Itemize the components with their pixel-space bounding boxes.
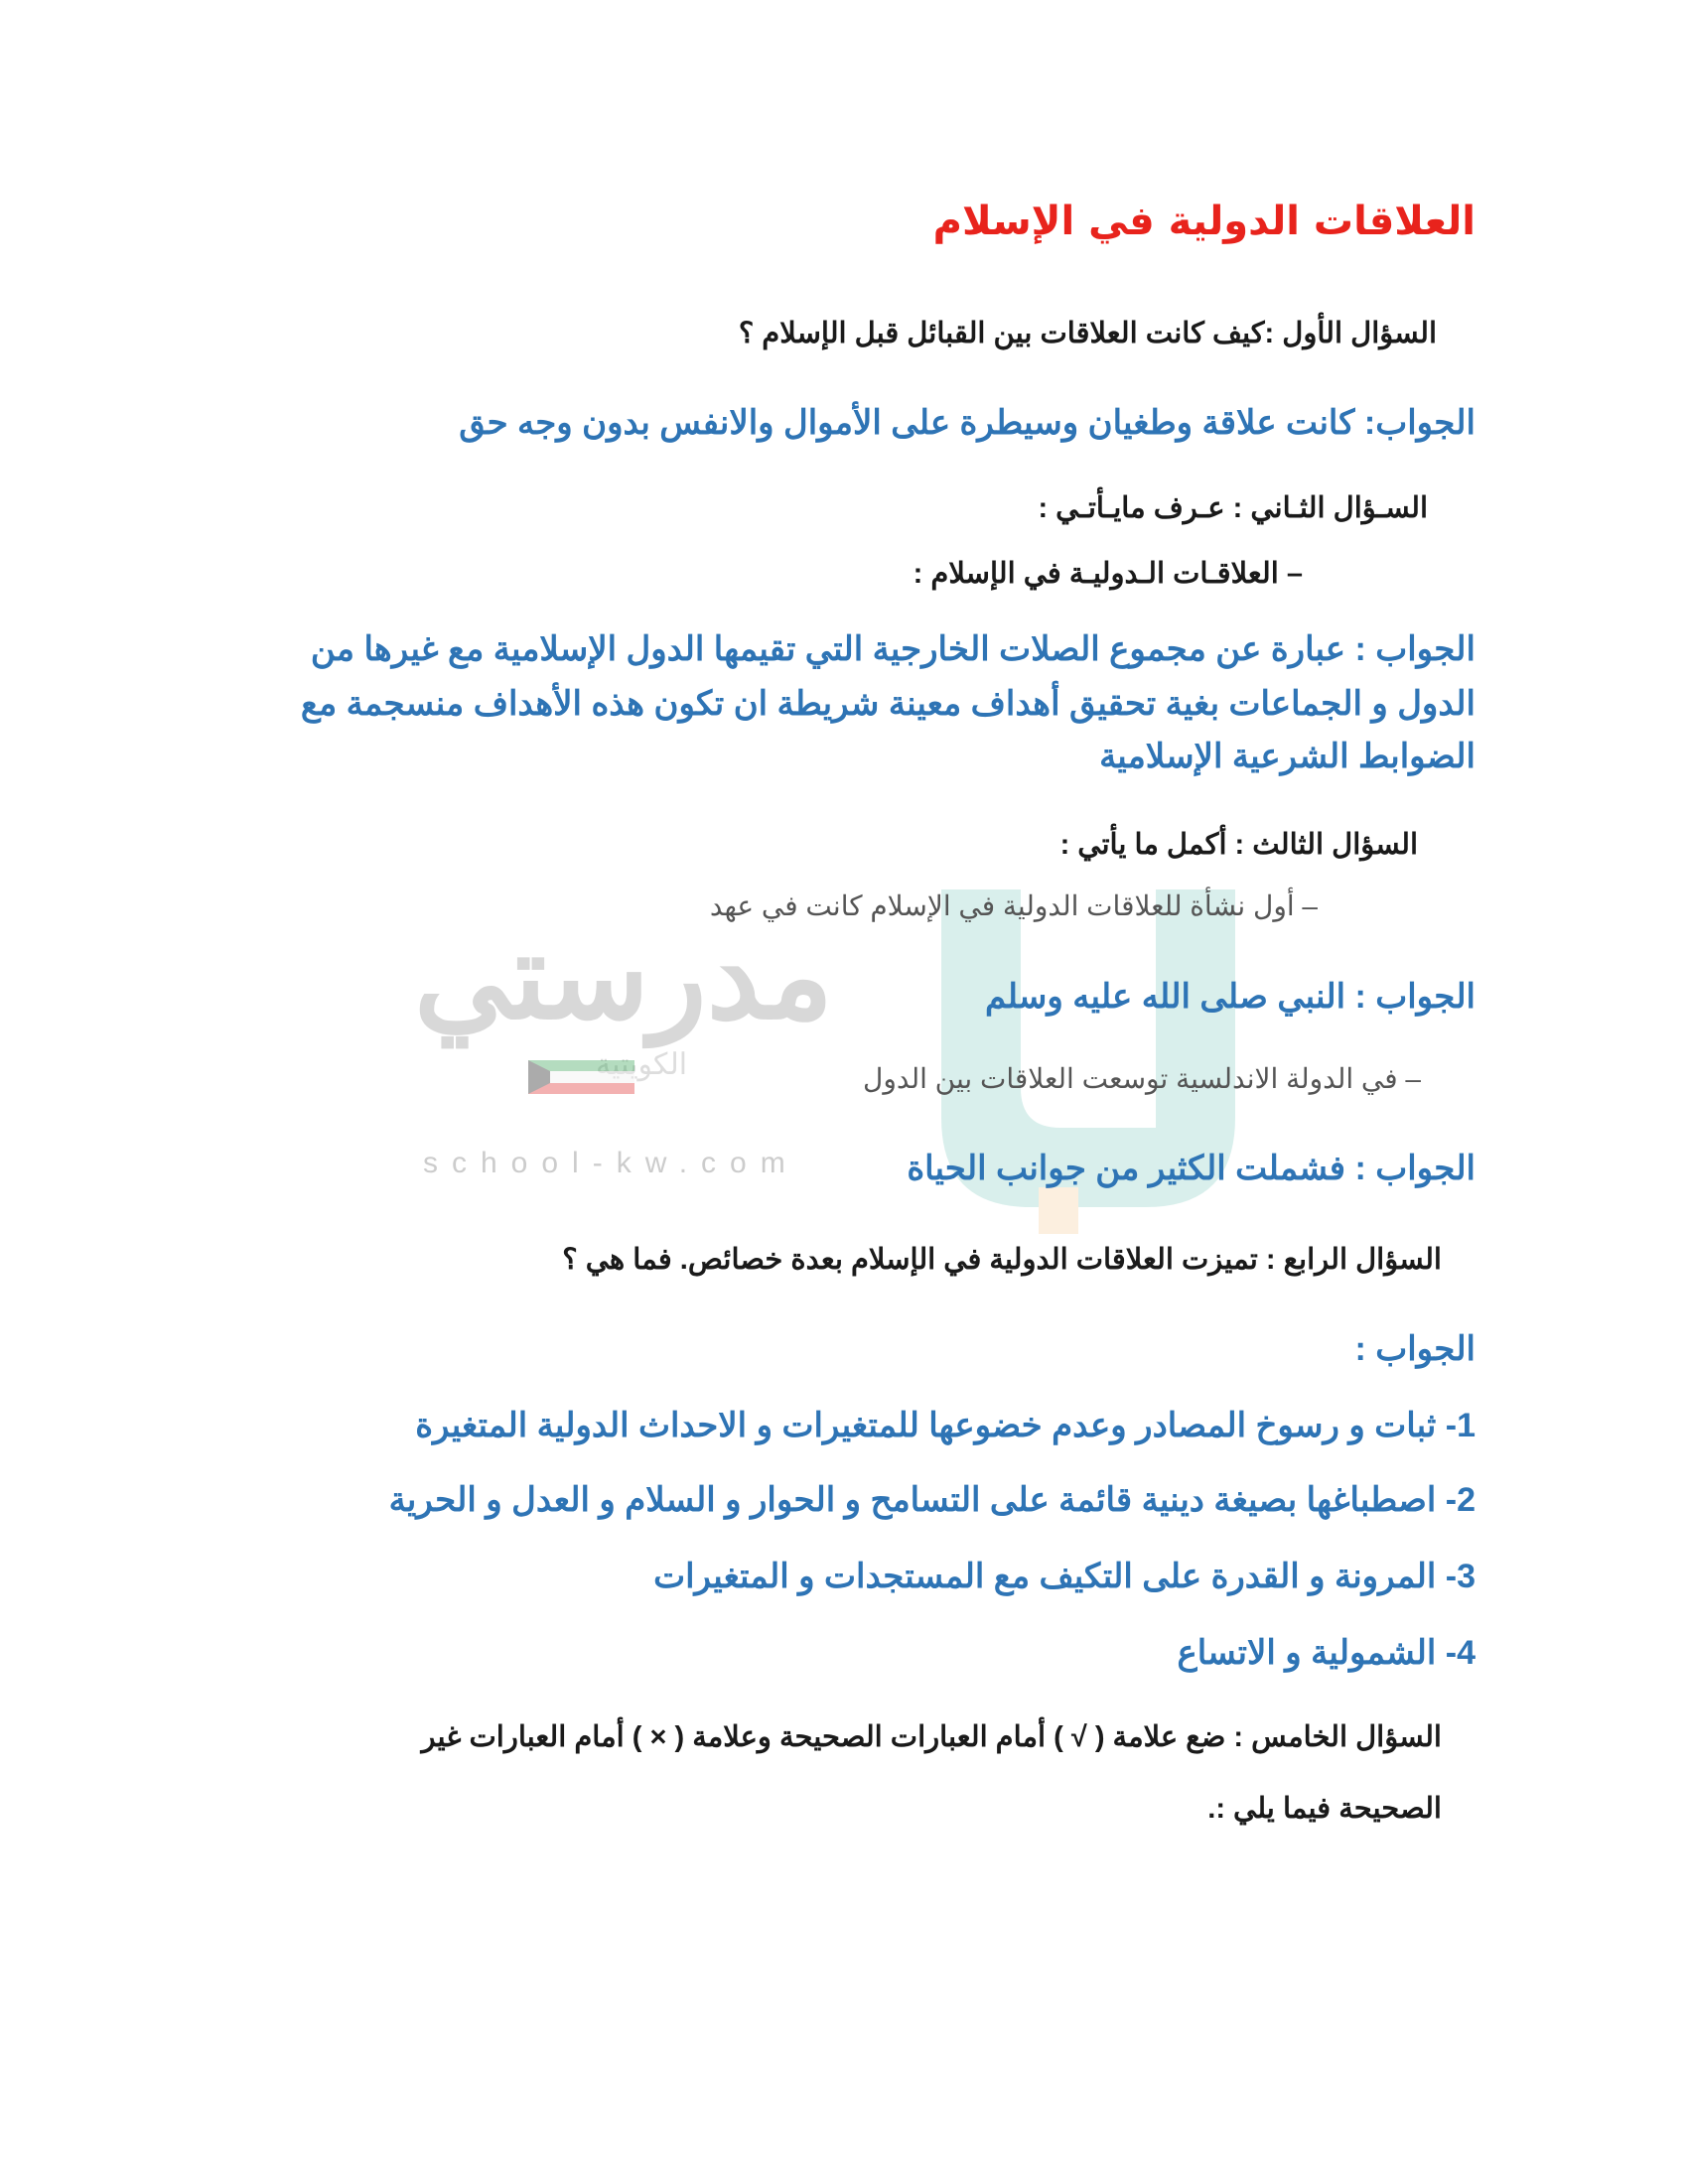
answer-3-1: الجواب : النبي صلى الله عليه وسلم [984, 978, 1476, 1016]
answer-4-item-2: 2- اصطباغها بصيغة دينية قائمة على التسامح و الحوار و السلام و العدل و الحرية [388, 1481, 1476, 1519]
question-1: السؤال الأول :كيف كانت العلاقات بين القبائل قبل الإسلام ؟ [738, 318, 1437, 349]
answer-2-line-1: الجواب : عبارة عن مجموع الصلات الخارجية التي تقيمها الدول الإسلامية مع غيرها من [310, 630, 1476, 668]
answer-2-line-2: الدول و الجماعات بغية تحقيق أهداف معينة شريطة ان تكون هذه الأهداف منسجمة مع [300, 685, 1476, 723]
kuwait-flag-icon [528, 1060, 634, 1094]
answer-1: الجواب: كانت علاقة وطغيان وسيطرة على الأموال والانفس بدون وجه حق [459, 404, 1476, 442]
answer-4-item-4: 4- الشمولية و الاتساع [1177, 1634, 1476, 1672]
watermark-url: school-kw.com [423, 1147, 799, 1179]
question-5-line-2: الصحيحة فيما يلي :. [1207, 1793, 1442, 1825]
watermark-name: مدرستي [414, 910, 833, 1043]
answer-2-line-3: الضوابط الشرعية الإسلامية [1099, 738, 1476, 775]
answer-3-2: الجواب : فشملت الكثير من جوانب الحياة [907, 1150, 1476, 1187]
question-2-item: – العلاقـات الـدوليـة في الإسلام : [913, 558, 1303, 590]
watermark-subtitle: الكويتية [596, 1048, 688, 1081]
question-4: السؤال الرابع : تميزت العلاقات الدولية في الإسلام بعدة خصائص. فما هي ؟ [562, 1244, 1442, 1276]
question-2: السـؤال الثـاني : عـرف مايـأتـي : [1038, 492, 1428, 524]
question-3: السؤال الثالث : أكمل ما يأتي : [1059, 829, 1418, 861]
question-3-item-2: – في الدولة الاندلسية توسعت العلاقات بين الدول [863, 1063, 1421, 1094]
answer-4-item-1: 1- ثبات و رسوخ المصادر وعدم خضوعها للمتغيرات و الاحداث الدولية المتغيرة [415, 1407, 1476, 1444]
question-5-line-1: السؤال الخامس : ضع علامة ( √ ) أمام العبارات الصحيحة وعلامة ( × ) أمام العبارات غير [421, 1721, 1442, 1753]
answer-4-label: الجواب : [1354, 1330, 1476, 1368]
answer-4-item-3: 3- المرونة و القدرة على التكيف مع المستجدات و المتغيرات [653, 1558, 1476, 1595]
question-3-item-1: – أول نشأة للعلاقات الدولية في الإسلام كانت في عهد [709, 890, 1318, 921]
page-title: العلاقات الدولية في الإسلام [932, 199, 1476, 244]
